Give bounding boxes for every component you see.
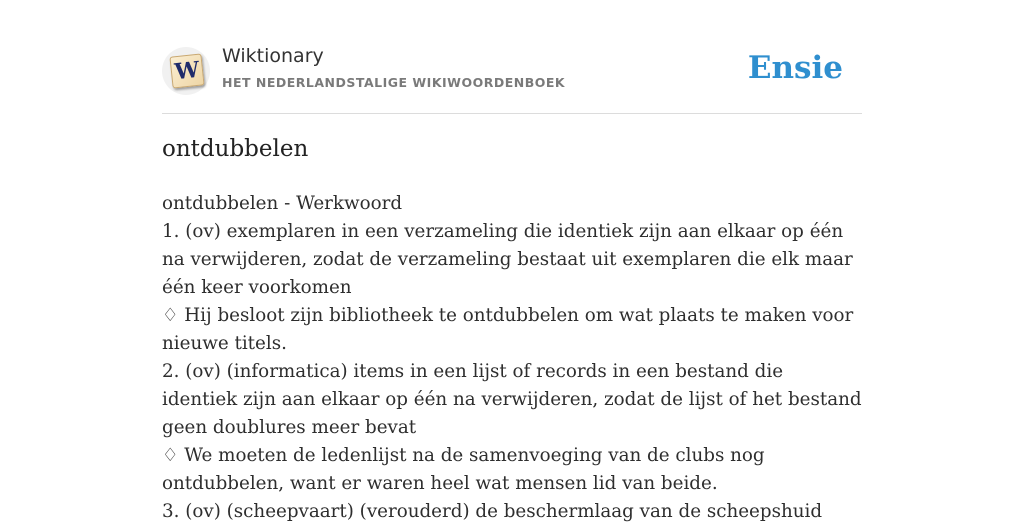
page-title: ontdubbelen [162,136,309,162]
example-sentence-2: ♢ We moeten de ledenlijst na de samenvoeging van de clubs nog ontdubbelen, want er waren heel wat mensen lid van beide. [162,445,765,494]
site-name[interactable]: Wiktionary [222,45,324,67]
definition-sense-1: 1. (ov) exemplaren in een verzameling die identiek zijn aan elkaar op één na verwijderen, zodat de verzameling bestaat uit exemplaren die elk maar één keer voorkomen [162,221,853,298]
page [162,0,862,522]
header [162,0,862,114]
wiktionary-logo[interactable] [162,47,210,95]
definition-heading: ontdubbelen - Werkwoord [162,193,403,214]
wiktionary-logo-icon: W [169,53,204,88]
definition-body [162,190,862,526]
ensie-brand-link[interactable]: Ensie [747,50,843,86]
site-tagline: HET NEDERLANDSTALIGE WIKIWOORDENBOEK [222,75,566,90]
example-sentence-1: ♢ Hij besloot zijn bibliotheek te ontdubbelen om wat plaats te maken voor nieuwe titels. [162,305,854,354]
definition-sense-2: 2. (ov) (informatica) items in een lijst of records in een bestand die identiek zijn aan elkaar op één na verwijderen, zodat de lijst of het bestand geen doublures meer bevat [162,361,862,438]
definition-sense-3: 3. (ov) (scheepvaart) (verouderd) de beschermlaag van de scheepshuid [162,501,823,522]
